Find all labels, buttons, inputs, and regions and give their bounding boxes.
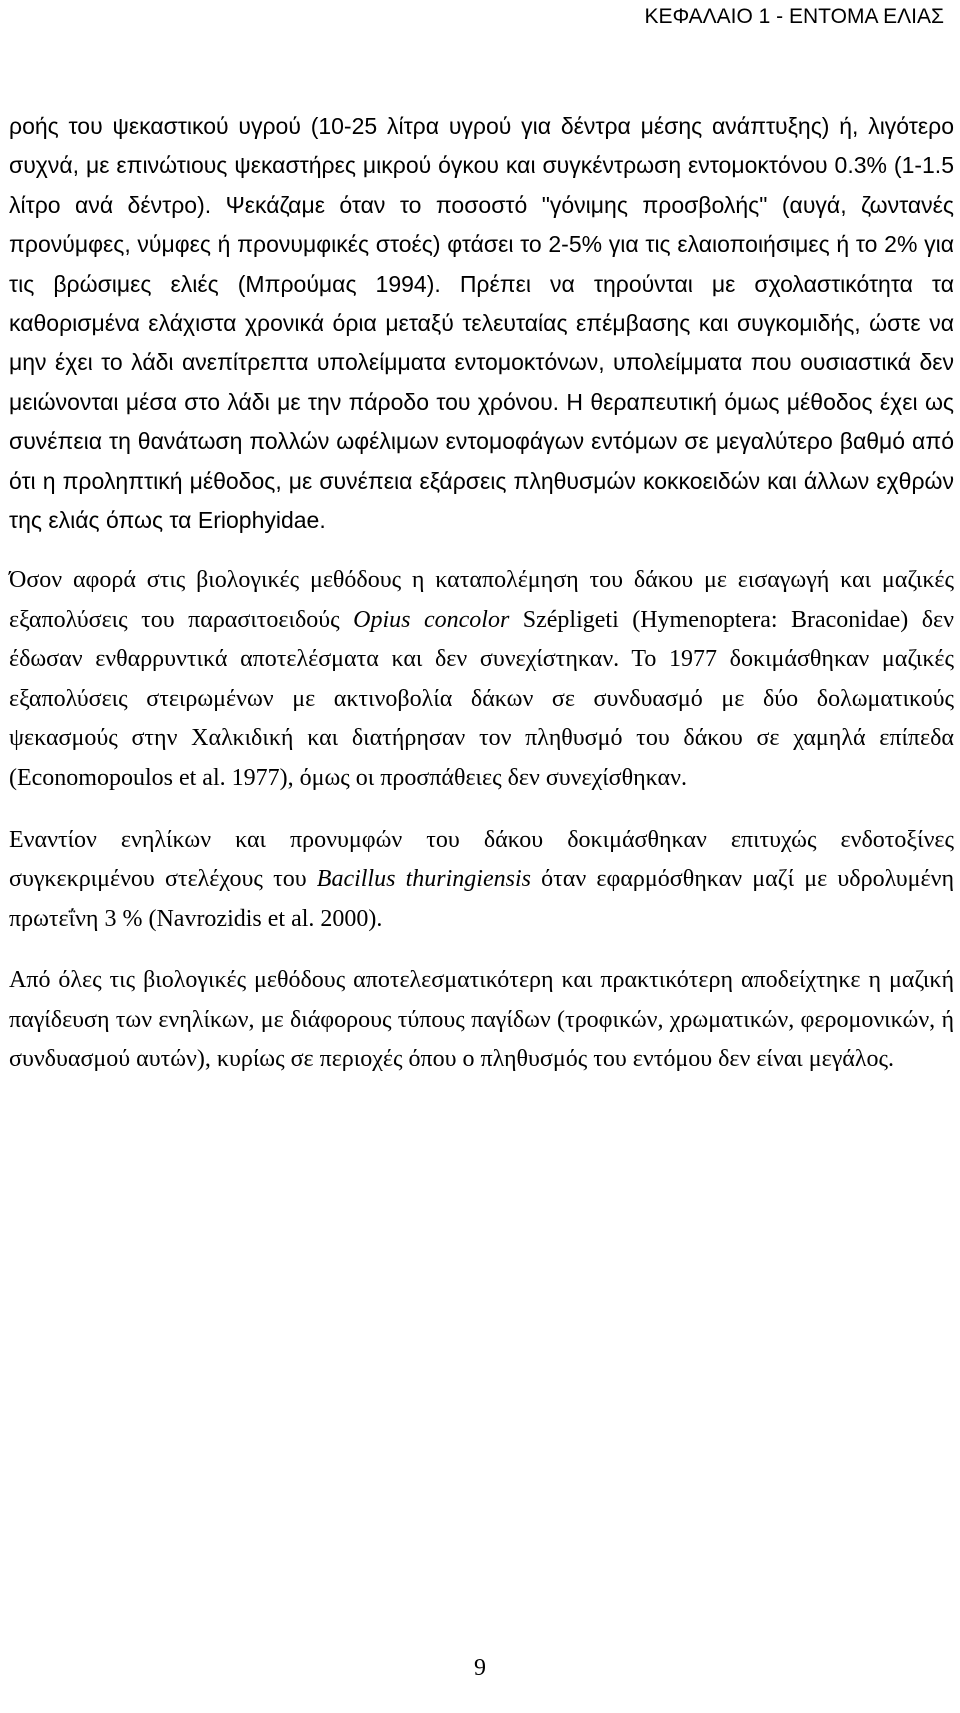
species-name: Bacillus thuringiensis (316, 866, 531, 893)
paragraph-text: Szépligeti (Hymenoptera: Braconidae) δεν έδωσαν ενθαρρυντικά αποτελέσματα και δεν συνεχίστηκαν. Το 1977 δοκιμάσθηκαν μαζικές εξαπολύσεις στειρωμένων με ακτινοβολία δάκων σε συνδυασμό με δύο δολωματικούς ψεκασμούς στην Χαλκιδική και διατήρησαν τον πληθυσμό του δάκου σε χαμηλά επίπεδα (Economopoulos et al. 1977), όμως οι προσπάθειες δεν συνεχίσθηκαν. (9, 606, 954, 791)
paragraph-text: όταν εφαρμόσθηκαν μαζί με υδρολυμένη πρωτεΐνη 3 % (Navrozidis et al. 2000). (9, 866, 954, 932)
paragraph-text: Εναντίον ενηλίκων και προνυμφών του δάκου δοκιμάσθηκαν επιτυχώς ενδοτοξίνες συγκεκριμένου στελέχους του (9, 826, 954, 893)
paragraph-mass-trapping (9, 961, 954, 1079)
paragraph-text: Από όλες τις βιολογικές μεθόδους αποτελεσματικότερη και πρακτικότερη αποδείχτηκε η μαζική παγίδευση των ενηλίκων, με διάφορους τύπους παγίδων (τροφικών, χρωματικών, φερομονικών, ή συνδυασμού αυτών), κυρίως σε περιοχές όπου ο πληθυσμός του εντόμου δεν είναι μεγάλος. (9, 967, 954, 1072)
paragraph-text: ροής του ψεκαστικού υγρού (10-25 λίτρα υγρού για δέντρα μέσης ανάπτυξης) ή, λιγότερο συχνά, με επινώτιους ψεκαστήρες μικρού όγκου και συγκέντρωση εντομοκτόνου 0.3% (1-1.5 λίτρο ανά δέντρο). Ψεκάζαμε όταν το ποσοστό "γόνιμης προσβολής" (αυγά, ζωντανές προνύμφες, νύμφες ή προνυμφικές στοές) φτάσει το 2-5% για τις ελαιοποιήσιμες ή το 2% για τις βρώσιμες ελιές (Μπρούμας 1994). Πρέπει να τηρούνται με σχολαστικότητα τα καθορισμένα ελάχιστα χρονικά όρια μεταξύ τελευταίας επέμβασης και συγκομιδής, ώστε να μην έχει το λάδι ανεπίτρεπτα υπολείμματα εντομοκτόνων, υπολείμματα που ουσιαστικά δεν μειώνονται μέσα στο λάδι με την πάροδο του χρόνου. Η θεραπευτική όμως μέθοδος έχει ως συνέπεια τη θανάτωση πολλών ωφέλιμων εντομοφάγων εντόμων σε μεγαλύτερο βαθμό από ότι η προληπτική μέθοδος, με συνέπεια εξάρσεις πληθυσμών κοκκοειδών και άλλων εχθρών της ελιάς όπως τα Eriophyidae. (9, 113, 954, 534)
paragraph-bacillus (9, 821, 954, 939)
paragraph-chemical-control (9, 107, 954, 540)
running-head: ΚΕΦΑΛΑΙΟ 1 - ΕΝΤΟΜΑ ΕΛΙΑΣ (644, 5, 944, 28)
paragraph-text: Όσον αφορά στις βιολογικές μεθόδους η καταπολέμηση του δάκου με εισαγωγή και μαζικές εξαπολύσεις του παρασιτοειδούς (9, 567, 954, 633)
page-number: 9 (474, 1655, 486, 1681)
paragraph-biological-parasitoids (9, 561, 954, 797)
species-name: Opius concolor (353, 606, 510, 633)
page-body (9, 107, 954, 1079)
